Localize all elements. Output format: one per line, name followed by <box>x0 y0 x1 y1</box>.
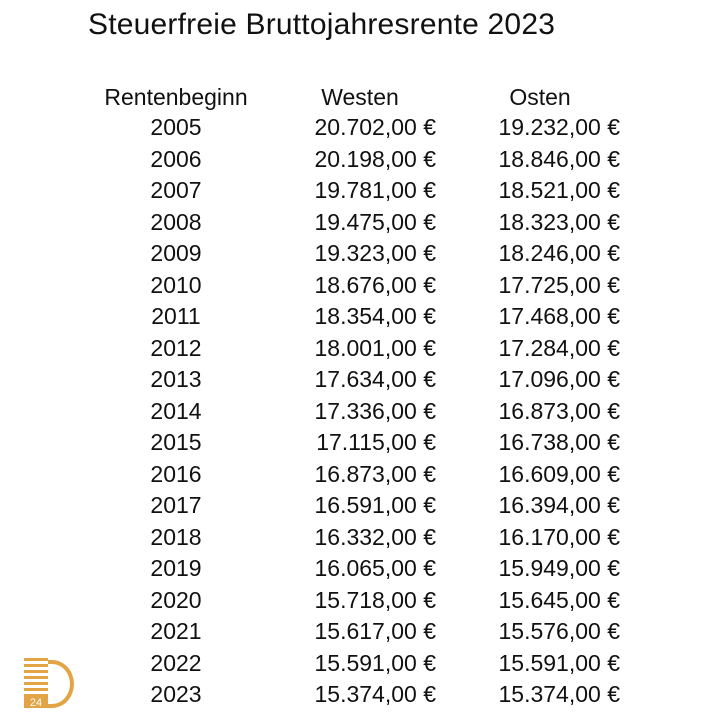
cell-year: 2009 <box>150 240 202 266</box>
cell-year: 2012 <box>150 334 202 361</box>
cell-westen: 18.001,00 € <box>314 334 436 361</box>
table-row <box>0 301 720 333</box>
table-body <box>0 112 720 711</box>
table-row <box>0 238 720 270</box>
cell-osten: 18.521,00 € <box>498 177 620 203</box>
cell-osten: 17.468,00 € <box>498 303 620 329</box>
table-row <box>0 364 720 396</box>
cell-westen: 19.475,00 € <box>314 208 436 235</box>
table-row <box>0 270 720 302</box>
table-row <box>0 112 720 144</box>
cell-osten: 16.873,00 € <box>498 397 620 424</box>
cell-osten: 15.591,00 € <box>498 649 620 676</box>
header-rentenbeginn: Rentenbeginn <box>104 84 248 110</box>
cell-year: 2005 <box>150 114 202 140</box>
cell-osten: 17.096,00 € <box>498 366 620 392</box>
table-row <box>0 459 720 491</box>
cell-westen: 19.781,00 € <box>314 177 436 203</box>
cell-westen: 18.354,00 € <box>314 303 436 329</box>
cell-year: 2014 <box>150 397 202 424</box>
cell-year: 2010 <box>150 271 202 298</box>
cell-year: 2013 <box>150 366 202 392</box>
table-row <box>0 616 720 648</box>
logo-text: 24 <box>29 697 43 709</box>
table-row <box>0 333 720 365</box>
cell-year: 2011 <box>151 303 201 329</box>
cell-year: 2023 <box>150 681 202 707</box>
cell-westen: 15.591,00 € <box>314 649 436 676</box>
cell-osten: 16.394,00 € <box>498 492 620 518</box>
cell-westen: 17.115,00 € <box>316 429 436 455</box>
cell-osten: 15.576,00 € <box>498 618 620 644</box>
cell-year: 2016 <box>150 460 202 487</box>
cell-westen: 15.718,00 € <box>314 586 436 613</box>
cell-year: 2015 <box>150 429 202 455</box>
cell-westen: 16.873,00 € <box>314 460 436 487</box>
cell-osten: 18.323,00 € <box>498 208 620 235</box>
table-row <box>0 207 720 239</box>
cell-year: 2007 <box>150 177 202 203</box>
table-row <box>0 648 720 680</box>
cell-osten: 18.846,00 € <box>498 145 620 172</box>
page-title: Steuerfreie Bruttojahresrente 2023 <box>88 8 556 41</box>
cell-year: 2022 <box>150 649 202 676</box>
cell-year: 2018 <box>150 523 202 550</box>
cell-westen: 16.332,00 € <box>314 523 436 550</box>
cell-westen: 19.323,00 € <box>314 240 436 266</box>
cell-osten: 15.374,00 € <box>498 681 620 707</box>
cell-westen: 20.702,00 € <box>314 114 436 140</box>
cell-osten: 19.232,00 € <box>498 114 620 140</box>
cell-year: 2008 <box>150 208 202 235</box>
table-row <box>0 522 720 554</box>
brand-logo-icon <box>22 656 76 710</box>
table-row <box>0 396 720 428</box>
header-westen: Westen <box>321 84 399 110</box>
cell-year: 2020 <box>150 586 202 613</box>
table-row <box>0 585 720 617</box>
header-osten: Osten <box>509 84 571 110</box>
cell-year: 2021 <box>150 618 202 644</box>
cell-year: 2006 <box>150 145 202 172</box>
table-row <box>0 553 720 585</box>
cell-westen: 17.634,00 € <box>314 366 436 392</box>
table-row <box>0 490 720 522</box>
cell-osten: 16.170,00 € <box>498 523 620 550</box>
cell-year: 2017 <box>150 492 202 518</box>
cell-westen: 18.676,00 € <box>314 271 436 298</box>
pension-table <box>0 82 720 711</box>
cell-osten: 15.645,00 € <box>498 586 620 613</box>
cell-osten: 18.246,00 € <box>498 240 620 266</box>
cell-westen: 15.617,00 € <box>314 618 436 644</box>
cell-year: 2019 <box>150 555 202 581</box>
cell-osten: 17.725,00 € <box>498 271 620 298</box>
table-header <box>0 82 720 112</box>
cell-osten: 16.609,00 € <box>498 460 620 487</box>
cell-westen: 17.336,00 € <box>314 397 436 424</box>
cell-osten: 17.284,00 € <box>498 334 620 361</box>
table-row <box>0 175 720 207</box>
table-row <box>0 427 720 459</box>
cell-westen: 15.374,00 € <box>314 681 436 707</box>
cell-osten: 15.949,00 € <box>498 555 620 581</box>
cell-westen: 16.065,00 € <box>314 555 436 581</box>
cell-westen: 20.198,00 € <box>314 145 436 172</box>
logo-graphic <box>22 656 76 710</box>
cell-westen: 16.591,00 € <box>314 492 436 518</box>
table-row <box>0 679 720 711</box>
cell-osten: 16.738,00 € <box>498 429 620 455</box>
table-row <box>0 144 720 176</box>
